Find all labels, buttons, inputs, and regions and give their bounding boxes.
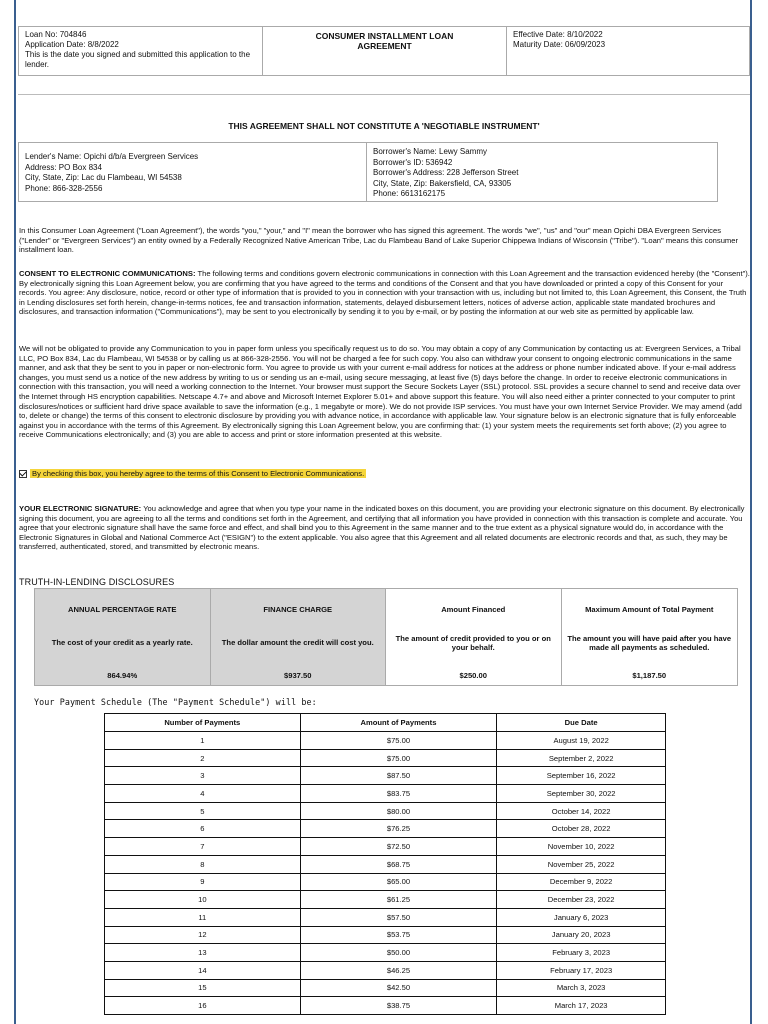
table-row	[105, 873, 666, 891]
paper-form-paragraph: We will not be obligated to provide any Communication to you in paper form unless you specifically request us to do so. You may obtain a copy of any Communication by contacting us at: Evergreen Services, a Tribal LLC, PO Box 834, Lac du Flambeau, WI 54538 or by calling us at 866-328-2556. You will not be charged a fee for such copy. You also can withdraw your consent to ongoing electronic communications in the same manner, and ask that they be sent to you in paper or non-electronic form. You agree to provide us with your current e-mail address for notices at the address or phone number indicated above. If your e-mail address changes, you must send us a notice of the new address by writing to us or sending us an e-mail, using secure messaging, at least five (5) days before the change. In order to receive electronic communications in connection with this transaction, you will need a working connection to the Internet. Your browser must support the Secure Sockets Layer (SSL) protocol. SSL provides a secure channel to send and receive data over the Internet through HS encryption capabilities. Netscape 4.7+ and above and Microsoft Internet Explorer 5.01+ and above support this feature. You will also need either a printer connected to your computer to print disclosures/notices or sufficient hard drive space available to save the information (e.g., 1 megabyte or more). We do not provide ISP services. You must have your own Internet Service Provider. We may amend (add to, delete or change) the terms of this consent to electronic disclosure by providing you with advance notice, in accordance with applicable law. Your signature below is an electronic signature that is fully enforceable against you in accordance with the terms of this Agreement. By electronically signing this Loan Agreement below, you are confirming that: (1) your system meets the requirements set forth above; (2) you agree to receive Communications electronically; and (3) you are able to access and print or store information presented at this website.	[19, 344, 742, 440]
til-apr-desc: The cost of your credit as a yearly rate.	[51, 638, 193, 648]
payment-due-date: March 3, 2023	[497, 979, 666, 997]
application-date: Application Date: 8/8/2022	[25, 40, 119, 49]
application-note: This is the date you signed and submitted this application to the lender.	[25, 50, 251, 69]
payment-amount: $46.25	[300, 961, 497, 979]
payment-amount: $61.25	[300, 891, 497, 909]
payment-due-date: October 28, 2022	[497, 820, 666, 838]
schedule-intro: Your Payment Schedule (The "Payment Schedule") will be:	[34, 697, 317, 707]
payment-number: 2	[105, 749, 301, 767]
consent-heading: CONSENT TO ELECTRONIC COMMUNICATIONS:	[19, 269, 196, 278]
signature-paragraph: You acknowledge and agree that when you type your name in the indicated boxes on this document, you are providing your electronic signature on this document. By electronically signing this document, you are agreeing to all the terms and conditions set forth in the Agreement, and certifying that all information you have provided in connection with this transaction is complete and accurate. You agree that your electronic signature shall have the same force and effect, and shall bind you to this Agreement in the same manner and to the true extent as a physical signature would do, in accordance with the Electronic Signatures in Global and National Commerce Act ("ESIGN") to the extent applicable. You also agree that this Agreement and all related documents are electronic records and that, as such, they may be transferred, authenticated, stored, and transmitted by electronic means.	[19, 504, 745, 552]
borrower-address: Borrower's Address: 228 Jefferson Street	[373, 168, 519, 178]
table-row	[105, 891, 666, 909]
payment-amount: $38.75	[300, 997, 497, 1015]
payment-number: 7	[105, 838, 301, 856]
agreement-title-line1: CONSUMER INSTALLMENT LOAN	[315, 31, 454, 41]
payment-due-date: September 2, 2022	[497, 749, 666, 767]
payment-number: 16	[105, 997, 301, 1015]
schedule-header-row	[105, 714, 666, 732]
lender-address: Address: PO Box 834	[25, 162, 102, 172]
payment-number: 3	[105, 767, 301, 785]
consent-checkbox-label: By checking this box, you hereby agree to the terms of this Consent to Electronic Communications.	[32, 469, 365, 478]
table-row	[105, 802, 666, 820]
borrower-name: Borrower's Name: Lewy Sammy	[373, 147, 487, 156]
consent-checkbox[interactable]	[19, 470, 27, 478]
table-row	[105, 944, 666, 962]
table-row	[105, 838, 666, 856]
payment-due-date: December 23, 2022	[497, 891, 666, 909]
payment-due-date: January 20, 2023	[497, 926, 666, 944]
lender-info	[19, 143, 367, 201]
payment-due-date: August 19, 2022	[497, 732, 666, 750]
header-divider	[18, 94, 750, 95]
payment-amount: $65.00	[300, 873, 497, 891]
payment-due-date: March 17, 2023	[497, 997, 666, 1015]
effective-date: Effective Date: 8/10/2022	[513, 30, 603, 39]
til-apr-heading: ANNUAL PERCENTAGE RATE	[68, 605, 177, 615]
til-amount-financed-desc: The amount of credit provided to you or on your behalf.	[395, 633, 551, 652]
col-header-due-date: Due Date	[497, 714, 666, 732]
payment-amount: $83.75	[300, 785, 497, 803]
table-row	[105, 749, 666, 767]
table-row	[105, 979, 666, 997]
til-apr-cell	[35, 589, 211, 685]
payment-number: 5	[105, 802, 301, 820]
til-title: TRUTH-IN-LENDING DISCLOSURES	[19, 577, 175, 587]
agreement-title-cell	[263, 27, 507, 75]
payment-number: 1	[105, 732, 301, 750]
til-amount-financed-heading: Amount Financed	[441, 605, 506, 615]
payment-amount: $75.00	[300, 749, 497, 767]
til-finance-charge-desc: The dollar amount the credit will cost you.	[221, 638, 374, 648]
payment-amount: $75.00	[300, 732, 497, 750]
borrower-info	[367, 143, 717, 201]
til-amount-financed-cell	[386, 589, 562, 685]
til-finance-charge-cell	[211, 589, 387, 685]
table-row	[105, 908, 666, 926]
consent-paragraph: The following terms and conditions govern electronic communications in connection with this Loan Agreement and the transaction evidenced hereby (the "Consent"). By electronically signing this Loan Agreement below, you are confirming that you have agreed to the terms and conditions of the Consent and that you have downloaded or printed a copy of this Consent for your records. You agree: Any disclosure, notice, record or other type of information that is provided to you in connection with your transaction with us, including but not limited to, this Loan Agreement, this Consent, the Truth in Lending disclosures set forth herein, change-in-terms notices, fee and transaction information, statements, delayed disbursement letters, notices of adverse action, applicable state mandated brochures and disclosures, and transaction information ("Communications"), may be sent to you electronically by sending it to you by e-mail, or by posting the information at our web site as permitted by applicable law.	[19, 269, 750, 317]
payment-number: 8	[105, 855, 301, 873]
payment-due-date: November 10, 2022	[497, 838, 666, 856]
payment-number: 4	[105, 785, 301, 803]
dates-cell	[507, 27, 749, 75]
til-finance-charge-value: $937.50	[284, 671, 312, 680]
borrower-id: Borrower's ID: 536942	[373, 157, 453, 167]
table-row	[105, 820, 666, 838]
payment-amount: $76.25	[300, 820, 497, 838]
signature-section	[19, 504, 751, 552]
loan-info-cell	[19, 27, 263, 75]
til-apr-value: 864.94%	[107, 671, 138, 680]
parties-box	[18, 142, 718, 202]
payment-amount: $50.00	[300, 944, 497, 962]
payment-due-date: December 9, 2022	[497, 873, 666, 891]
loan-header	[18, 26, 750, 76]
til-finance-charge-heading: FINANCE CHARGE	[263, 605, 333, 615]
table-row	[105, 926, 666, 944]
payment-amount: $57.50	[300, 908, 497, 926]
borrower-city: City, State, Zip: Bakersfield, CA, 93305	[373, 178, 512, 188]
payment-number: 10	[105, 891, 301, 909]
table-row	[105, 767, 666, 785]
col-header-number: Number of Payments	[105, 714, 301, 732]
til-total-payment-cell	[562, 589, 738, 685]
til-total-payment-heading: Maximum Amount of Total Payment	[585, 605, 714, 615]
til-amount-financed-value: $250.00	[459, 671, 487, 680]
lender-name: Lender's Name: Opichi d/b/a Evergreen Services	[25, 152, 199, 161]
signature-heading: YOUR ELECTRONIC SIGNATURE:	[19, 504, 142, 513]
consent-checkbox-row[interactable]	[19, 469, 366, 478]
payment-number: 13	[105, 944, 301, 962]
table-row	[105, 732, 666, 750]
payment-due-date: February 17, 2023	[497, 961, 666, 979]
payment-number: 11	[105, 908, 301, 926]
til-disclosure-box	[34, 588, 738, 686]
table-row	[105, 785, 666, 803]
payment-due-date: September 16, 2022	[497, 767, 666, 785]
borrower-phone: Phone: 6613162175	[373, 189, 446, 199]
payment-due-date: January 6, 2023	[497, 908, 666, 926]
consent-section	[19, 269, 751, 317]
intro-paragraph: In this Consumer Loan Agreement ("Loan Agreement"), the words "you," "your," and "I" mean the borrower who has signed this agreement. The words "we", "us" and "our" mean Opichi DBA Evergreen Services ("Lender" or "Evergreen Services") an entity owned by a Federally Recognized Native American Tribe, Lac du Flambeau Band of Lake Superior Chippewa Indians of Wisconsin ("Tribe"). "Loan" means this consumer installment loan.	[19, 226, 738, 255]
payment-amount: $68.75	[300, 855, 497, 873]
col-header-amount: Amount of Payments	[300, 714, 497, 732]
payment-amount: $42.50	[300, 979, 497, 997]
payment-schedule-table	[104, 713, 666, 1015]
til-total-payment-desc: The amount you will have paid after you have made all payments as scheduled.	[567, 633, 732, 652]
maturity-date: Maturity Date: 06/09/2023	[513, 40, 606, 49]
payment-amount: $87.50	[300, 767, 497, 785]
til-total-payment-value: $1,187.50	[632, 671, 667, 680]
payment-due-date: November 25, 2022	[497, 855, 666, 873]
payment-amount: $72.50	[300, 838, 497, 856]
loan-number: Loan No: 704846	[25, 30, 87, 39]
payment-due-date: October 14, 2022	[497, 802, 666, 820]
payment-due-date: February 3, 2023	[497, 944, 666, 962]
payment-amount: $80.00	[300, 802, 497, 820]
payment-number: 14	[105, 961, 301, 979]
payment-number: 9	[105, 873, 301, 891]
payment-amount: $53.75	[300, 926, 497, 944]
table-row	[105, 855, 666, 873]
lender-phone: Phone: 866-328-2556	[25, 183, 103, 193]
payment-number: 6	[105, 820, 301, 838]
table-row	[105, 997, 666, 1015]
lender-city: City, State, Zip: Lac du Flambeau, WI 54538	[25, 173, 182, 183]
agreement-title-line2: AGREEMENT	[357, 41, 412, 51]
table-row	[105, 961, 666, 979]
negotiable-notice: THIS AGREEMENT SHALL NOT CONSTITUTE A 'NEGOTIABLE INSTRUMENT'	[228, 121, 540, 131]
payment-due-date: September 30, 2022	[497, 785, 666, 803]
payment-number: 12	[105, 926, 301, 944]
payment-number: 15	[105, 979, 301, 997]
